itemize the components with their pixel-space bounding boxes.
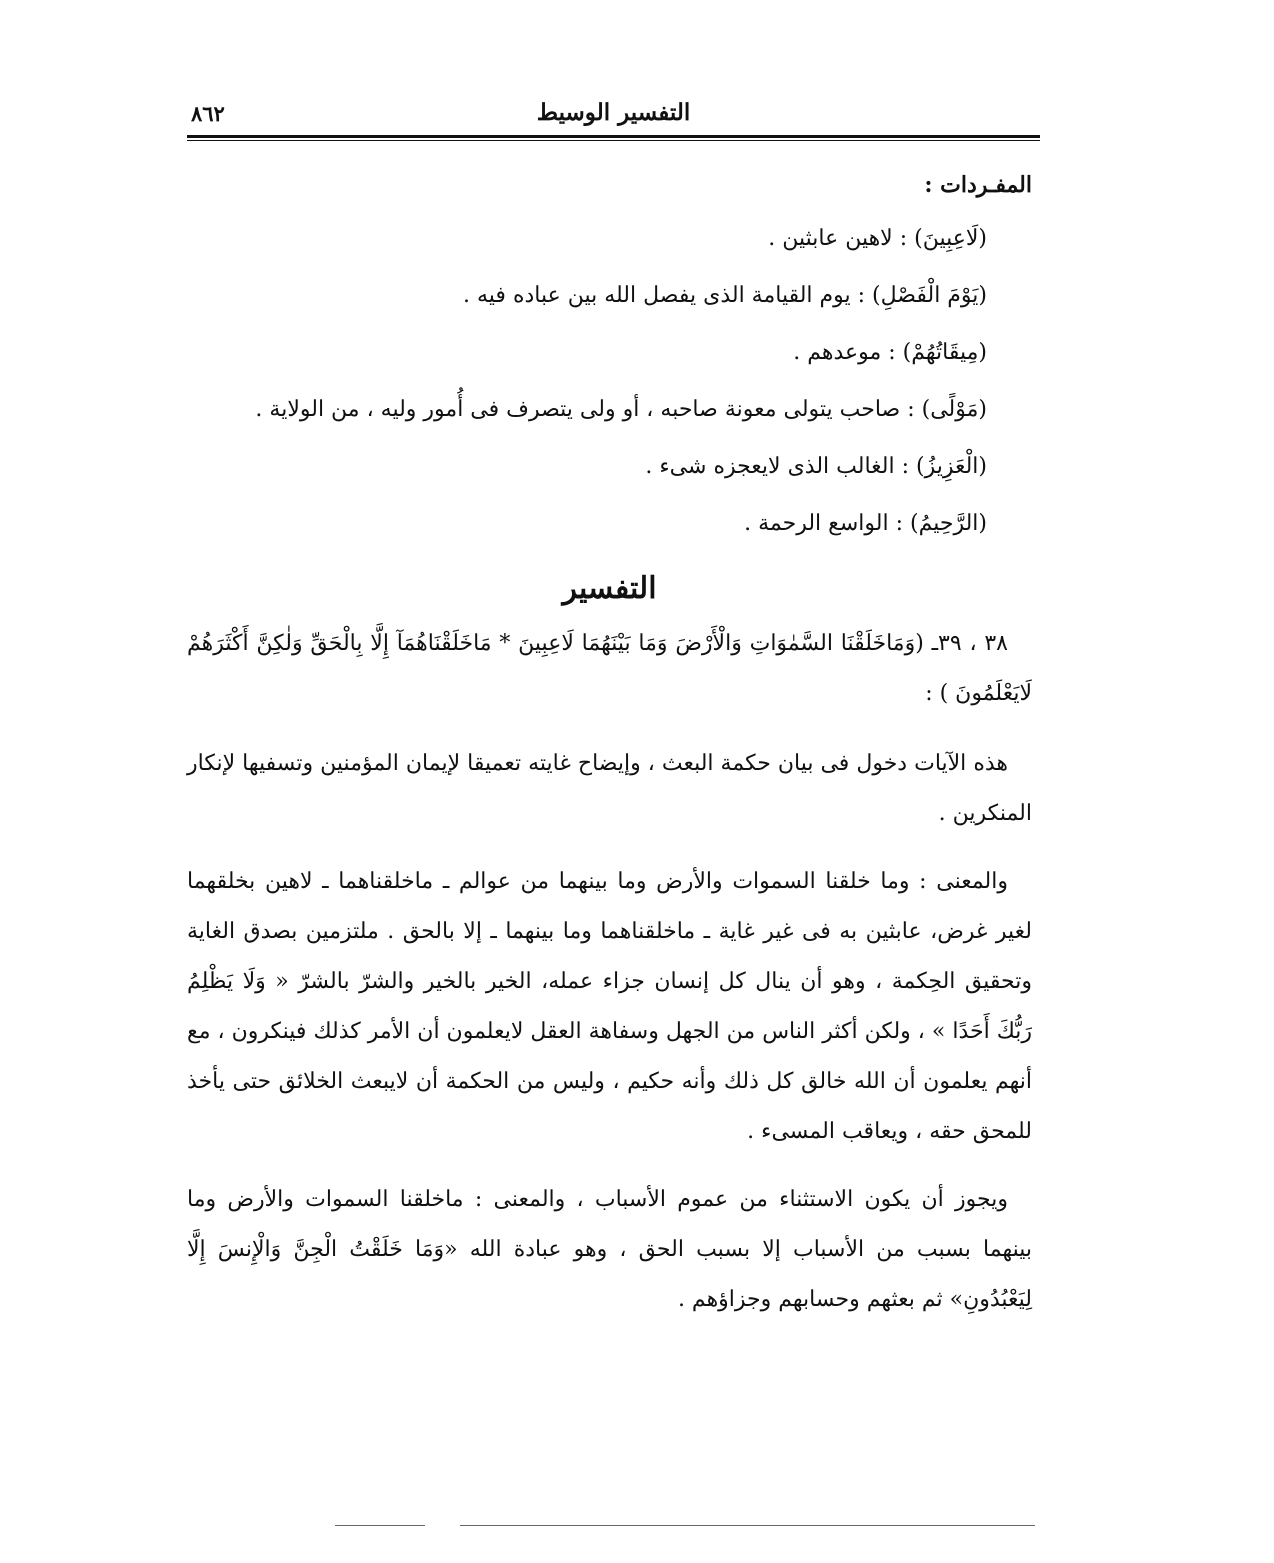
vocabulary-entry: (الْعَزِيزُ) : الغالب الذى لايعجزه شىء . [645, 454, 987, 479]
vocabulary-entry: (لَاعِبِينَ) : لاهين عابثين . [768, 226, 987, 251]
paragraph: ويجوز أن يكون الاستثناء من عموم الأسباب ، والمعنى : ماخلقنا السموات والأرض وما بينهما بسبب من الأسباب إلا بسبب الحق ، وهو عبادة الله «وَمَا خَلَقْتُ الْجِنَّ وَالْإِنسَ إِلَّا لِيَعْبُدُونِ» ثم بعثهم وحسابهم وجزاؤهم . [187, 1187, 1032, 1312]
running-title: التفسير الوسيط [536, 99, 691, 126]
header-rule [187, 135, 1040, 141]
vocabulary-entry: (مَوْلًى) : صاحب يتولى معونة صاحبه ، أو ولى يتصرف فى أُمور وليه ، من الولاية . [255, 397, 987, 422]
footer-rule [335, 1525, 425, 1526]
running-header [187, 95, 1040, 135]
paragraph: هذه الآيات دخول فى بيان حكمة البعث ، وإيضاح غايته تعميقا لإيمان المؤمنين وتسفيها لإنكار المنكرين . [187, 751, 1032, 826]
quran-verse: ٣٨ ، ٣٩ـ (وَمَاخَلَقْنَا السَّمٰوَاتِ وَالْأَرْضَ وَمَا بَيْنَهُمَا لَاعِبِينَ * مَاخَلَقْنَاهُمَآ إِلَّا بِالْحَقِّ وَلٰكِنَّ أَكْثَرَهُمْ لَايَعْلَمُونَ ) : [187, 631, 1032, 706]
vocabulary-entry: (الرَّحِيمُ) : الواسع الرحمة . [744, 511, 987, 536]
paragraph: والمعنى : وما خلقنا السموات والأرض وما بينهما من عوالم ـ ماخلقناهما ـ لاهين بخلقهما لغير غرض، عابثين به فى غير غاية ـ ماخلقناهما وما بينهما ـ إلا بالحق . ملتزمين بصدق الغاية وتحقيق الحِكمة ، وهو أن ينال كل إنسان جزاء عمله، الخير بالخير والشرّ بالشرّ « وَلَا يَظْلِمُ رَبُّكَ أَحَدًا » ، ولكن أكثر الناس من الجهل وسفاهة العقل لايعلمون أن الأمر كذلك فينكرون ، مع أنهم يعلمون أن الله خالق كل ذلك وأنه حكيم ، وليس من الحكمة أن لايبعث الخلائق حتى يأخذ للمحق حقه ، ويعاقب المسىء . [187, 869, 1032, 1144]
vocabulary-list [187, 214, 1032, 549]
page-number: ٨٦٢ [191, 101, 225, 126]
vocabulary-entry: (مِيقَاتُهُمْ) : موعدهم . [793, 340, 987, 365]
vocabulary-entry: (يَوْمَ الْفَصْلِ) : يوم القيامة الذى يفصل الله بين عباده فيه . [463, 283, 987, 308]
footer-rule [460, 1525, 1035, 1526]
page-body [187, 160, 1032, 1343]
section-heading: التفسير [562, 571, 657, 606]
vocabulary-heading: المفـردات : [924, 172, 1032, 198]
